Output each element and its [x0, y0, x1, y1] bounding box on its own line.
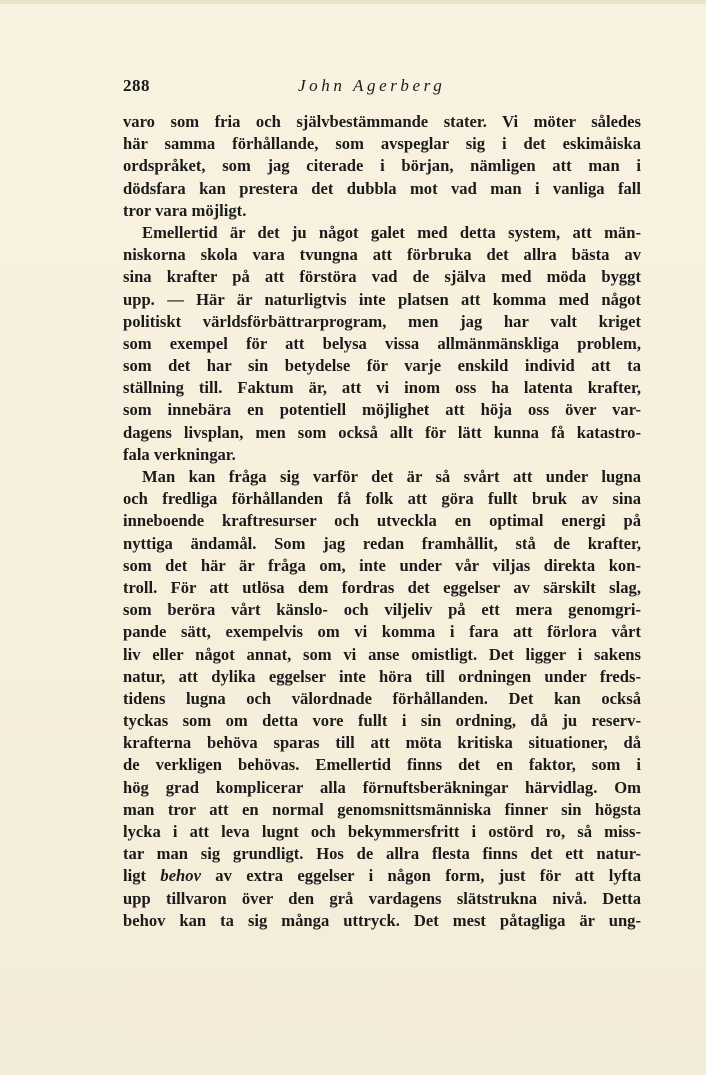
text-line: som beröra vårt känslo- och viljeliv på ett mera genomgri-: [123, 600, 641, 620]
text-line: fala verkningar.: [123, 444, 236, 464]
text-line: behov kan ta sig många uttryck. Det mest påtagliga är ung-: [123, 910, 641, 930]
paragraph-start-line: Man kan fråga sig varför det är så svårt att under lugna: [142, 467, 641, 486]
text-line: nyttiga ändamål. Som jag redan framhållit, stå de krafter,: [123, 533, 641, 553]
text-line: tror vara möjligt.: [123, 200, 247, 220]
text-line: krafterna behöva sparas till att möta kritiska situationer, då: [123, 733, 641, 753]
text-line: tidens lugna och välordnade förhållanden. Det kan också: [123, 688, 641, 708]
text-line: pande sätt, exempelvis om vi komma i fara att förlora vårt: [123, 622, 641, 642]
body-text: [123, 111, 641, 932]
text-line: troll. För att utlösa dem fordras det eggelser av särskilt slag,: [123, 577, 641, 597]
text-line: man tror att en normal genomsnittsmänniska finner sin högsta: [123, 799, 641, 819]
text-line: här samma förhållande, som avspeglar sig i det eskimåiska: [123, 134, 641, 154]
text-line: hög grad komplicerar alla förnuftsberäkningar härvidlag. Om: [123, 777, 641, 797]
text-segment: av extra eggelser i någon form, just för att lyfta: [215, 866, 641, 886]
text-line: politiskt världsförbättrarprogram, men jag har valt kriget: [123, 311, 641, 331]
page-top-edge: [0, 0, 706, 4]
running-head: John Agerberg: [298, 76, 446, 95]
text-line: dagens livsplan, men som också allt för lätt kunna få katastro-: [123, 422, 641, 442]
text-line: som innebära en potentiell möjlighet att höja oss över var-: [123, 400, 641, 420]
text-line: som det här är fråga om, inte under vår viljas direkta kon-: [123, 555, 641, 575]
text-line: de verkligen behövas. Emellertid finns det en faktor, som i: [123, 755, 641, 775]
text-line: tyckas som om detta vore fullt i sin ordning, då ju reserv-: [123, 711, 641, 731]
text-line: dödsfara kan prestera det dubbla mot vad man i vanliga fall: [123, 178, 641, 198]
text-line: natur, att dylika eggelser inte höra till ordningen under freds-: [123, 666, 641, 686]
text-line: sina krafter på att förstöra vad de själva med möda byggt: [123, 267, 641, 287]
text-line: upp tillvaron över den grå vardagens slätstrukna nivå. Detta: [123, 888, 641, 908]
italic-word: behov: [160, 866, 201, 886]
text-segment: ligt: [123, 866, 147, 886]
text-line: niskorna skola vara tvungna att förbruka det allra bästa av: [123, 245, 641, 265]
text-line: liv eller något annat, som vi anse omistligt. Det ligger i sakens: [123, 644, 641, 664]
page-header: [123, 76, 641, 102]
text-line: tar man sig grundligt. Hos de allra flesta finns det ett natur-: [123, 844, 641, 864]
text-line: och fredliga förhållanden få folk att göra fullt bruk av sina: [123, 489, 641, 509]
page-number: 288: [123, 76, 150, 95]
text-line: som exempel för att belysa vissa allmänmänskliga problem,: [123, 333, 641, 353]
paragraph-start-line: Emellertid är det ju något galet med detta system, att män-: [142, 222, 641, 242]
text-line: ordspråket, som jag citerade i början, nämligen att man i: [123, 156, 641, 176]
text-line: varo som fria och självbestämmande stater. Vi möter således: [123, 112, 641, 131]
text-line: lycka i att leva lugnt och bekymmersfritt i ostörd ro, så miss-: [123, 822, 641, 841]
text-line-with-italic: [123, 865, 641, 887]
text-line: ställning till. Faktum är, att vi inom oss ha latenta krafter,: [123, 378, 641, 398]
text-line: som det har sin betydelse för varje enskild individ att ta: [123, 356, 641, 376]
text-line: upp. — Här är naturligtvis inte platsen att komma med något: [123, 289, 641, 309]
text-line: inneboende kraftresurser och utveckla en optimal energi på: [123, 511, 641, 531]
